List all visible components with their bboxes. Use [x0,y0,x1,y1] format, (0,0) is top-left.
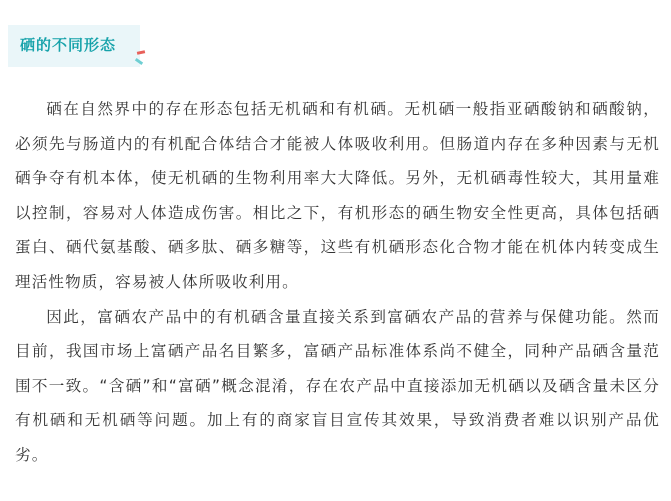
section-heading: 硒的不同形态 [20,36,117,54]
paragraph-selenium-forms: 硒在自然界中的存在形态包括无机硒和有机硒。无机硒一般指亚硒酸钠和硒酸钠，必须先与肠道内的有机配合体结合才能被人体吸收利用。但肠道内存在多种因素与无机硒争夺有机本体，使无机硒的生物利用率大大降低。另外，无机硒毒性较大，其用量难以控制，容易对人体造成伤害。相比之下，有机形态的硒生物安全性更高，具体包括硒蛋白、硒代氨基酸、硒多肽、硒多糖等，这些有机硒形态化合物才能在机体内转变成生理活性物质，容易被人体所吸收利用。 [15,100,660,291]
heading-accent-red [137,50,145,55]
paragraph-market-issues: 因此，富硒农产品中的有机硒含量直接关系到富硒农产品的营养与保健功能。然而目前，我国市场上富硒产品名目繁多，富硒产品标准体系尚不健全，同种产品硒含量范围不一致。“含硒”和“富硒”概念混淆，存在农产品中直接添加无机硒以及硒含量未区分有机硒和无机硒等问题。加上有的商家盲目宣传其效果，导致消费者难以识别产品优劣。 [15,307,660,464]
article-body [15,92,660,473]
